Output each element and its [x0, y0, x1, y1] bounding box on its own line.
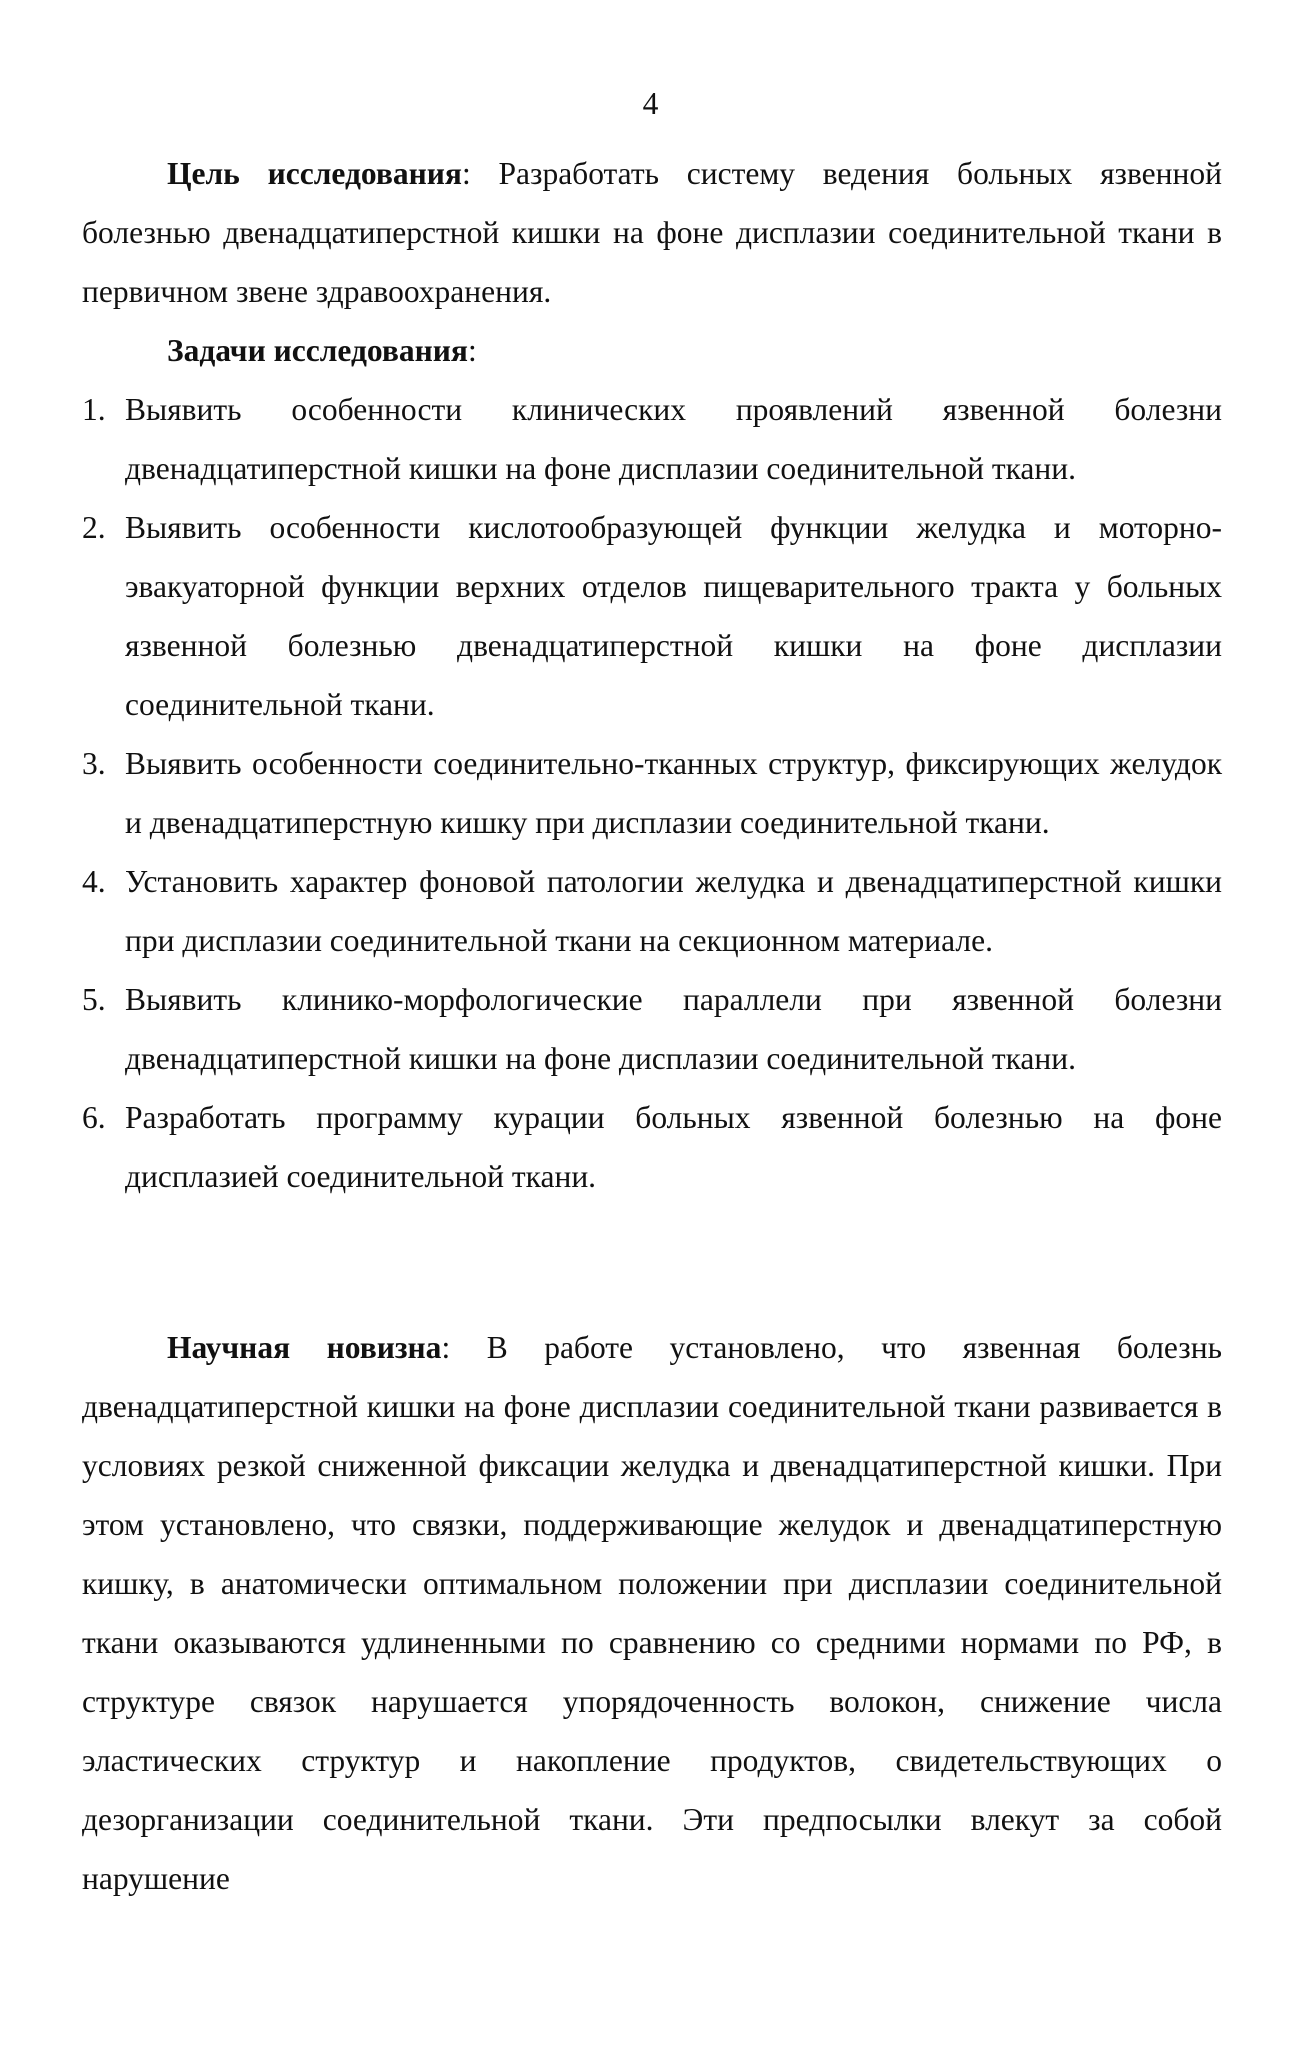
list-item-text: Установить характер фоновой патологии желудка и двенадцатиперстной кишки при дисплазии соединительной ткани на секционном материале.	[125, 864, 1222, 958]
goal-paragraph	[82, 144, 1222, 321]
list-item-number: 4.	[82, 864, 106, 899]
novelty-separator: :	[441, 1330, 487, 1365]
list-item	[82, 970, 1222, 1088]
list-item-number: 1.	[82, 392, 106, 427]
novelty-label: Научная новизна	[167, 1330, 442, 1365]
list-item-text: Выявить особенности соединительно-тканных структур, фиксирующих желудок и двенадцатиперстную кишку при дисплазии соединительной ткани.	[125, 746, 1222, 840]
list-item	[82, 1088, 1222, 1206]
list-item-text: Выявить клинико-морфологические параллели при язвенной болезни двенадцатиперстной кишки на фоне дисплазии соединительной ткани.	[125, 982, 1222, 1076]
list-item	[82, 380, 1222, 498]
list-item-number: 5.	[82, 982, 106, 1017]
tasks-label: Задачи исследования	[167, 333, 468, 368]
page-number: 4	[642, 86, 659, 121]
list-item-number: 2.	[82, 510, 106, 545]
list-item	[82, 498, 1222, 734]
list-item	[82, 734, 1222, 852]
novelty-paragraph	[82, 1318, 1222, 1908]
tasks-heading	[82, 321, 1222, 380]
novelty-text: В работе установлено, что язвенная болезнь двенадцатиперстной кишки на фоне дисплазии соединительной ткани развивается в условиях резкой сниженной фиксации желудка и двенадцатиперстной кишки. При этом установлено, что связки, поддерживающие желудок и двенадцатиперстную кишку, в анатомически оптимальном положении при дисплазии соединительной ткани оказываются удлиненными по сравнению со средними нормами по РФ, в структуре связок нарушается упорядоченность волокон, снижение числа эластических структур и накопление продуктов, свидетельствующих о дезорганизации соединительной ткани. Эти предпосылки влекут за собой нарушение	[82, 1330, 1222, 1896]
list-item-text: Выявить особенности кислотообразующей функции желудка и моторно-эвакуаторной функции верхних отделов пищеварительного тракта у больных язвенной болезнью двенадцатиперстной кишки на фоне дисплазии соединительной ткани.	[125, 510, 1222, 722]
goal-label: Цель исследования	[167, 156, 462, 191]
goal-text: Разработать систему ведения больных язвенной болезнью двенадцатиперстной кишки на фоне дисплазии соединительной ткани в первичном звене здравоохранения.	[82, 156, 1222, 309]
list-item-number: 3.	[82, 746, 106, 781]
list-item-number: 6.	[82, 1100, 106, 1135]
tasks-list	[82, 380, 1222, 1206]
tasks-suffix: :	[467, 333, 477, 368]
list-item-text: Выявить особенности клинических проявлений язвенной болезни двенадцатиперстной кишки на фоне дисплазии соединительной ткани.	[125, 392, 1222, 486]
list-item	[82, 852, 1222, 970]
list-item-text: Разработать программу курации больных язвенной болезнью на фоне дисплазией соединительной ткани.	[125, 1100, 1222, 1194]
goal-separator: :	[461, 156, 499, 191]
